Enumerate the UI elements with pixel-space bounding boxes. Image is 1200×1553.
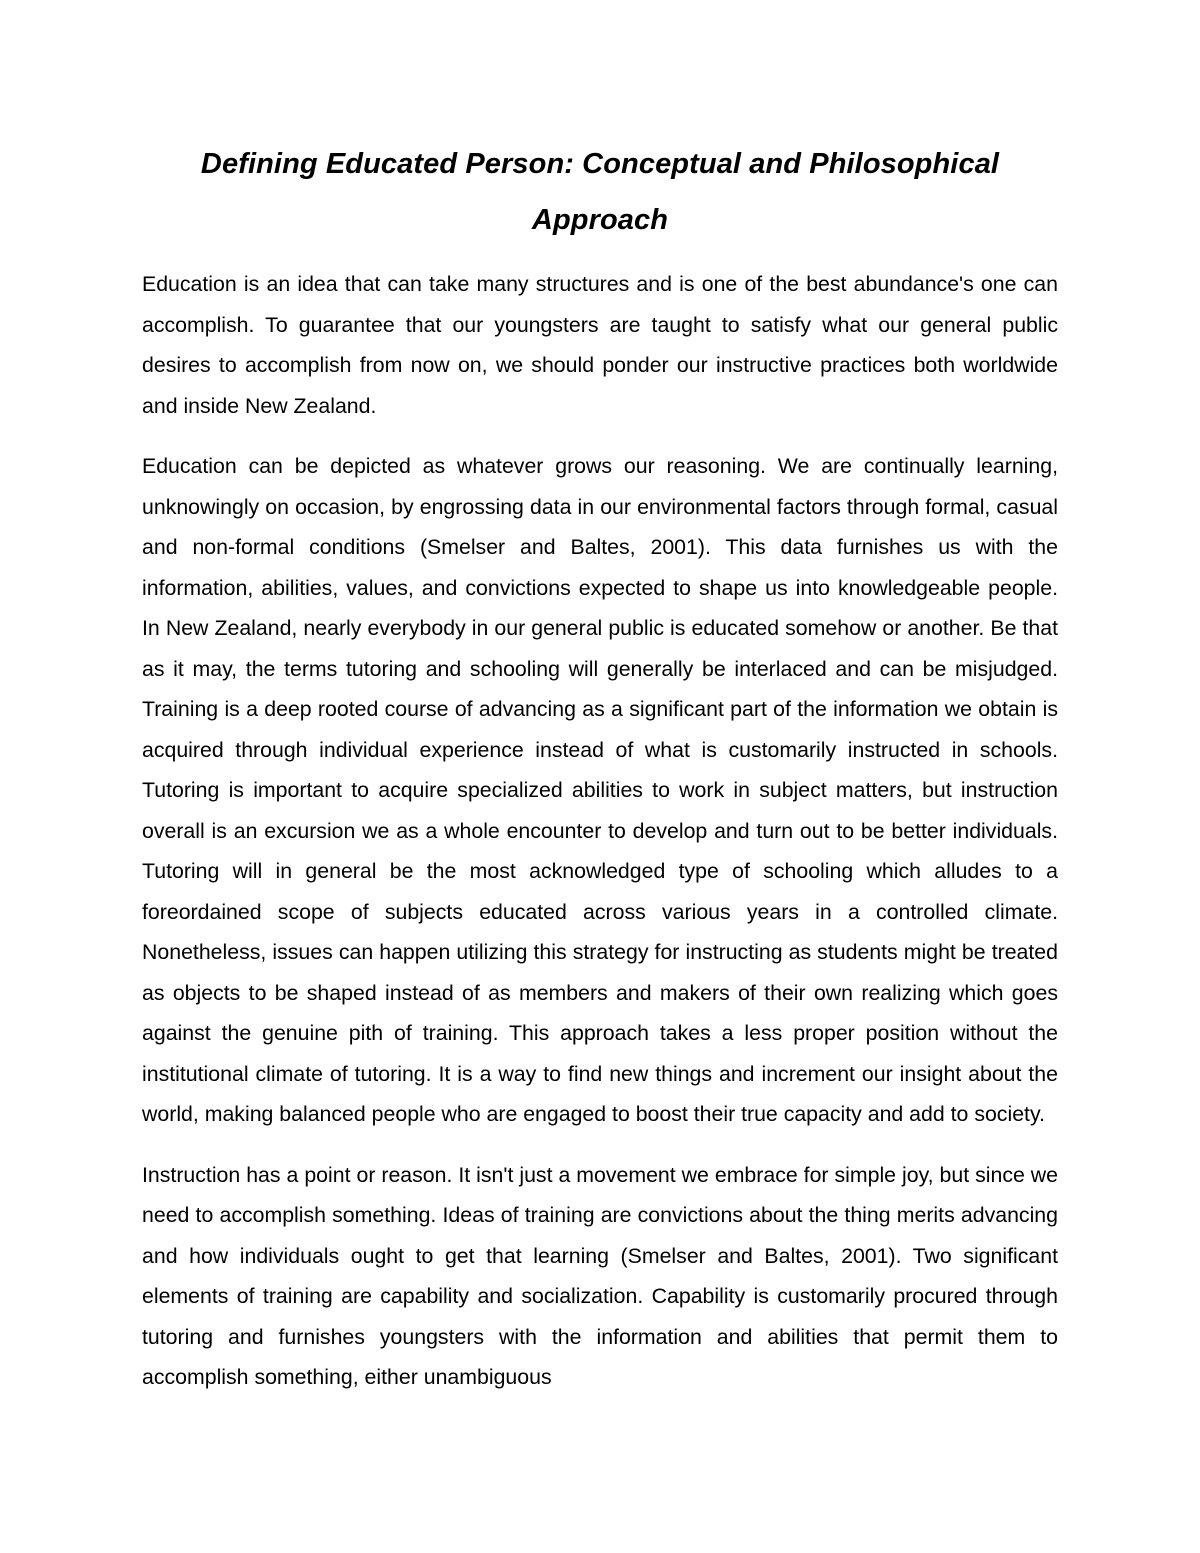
paragraph: Instruction has a point or reason. It isn't just a movement we embrace for simple joy, but since we need to accomplish something. Ideas of training are convictions about the thing merits advancing and how individuals ought to get that learning (Smelser and Baltes, 2001). Two significant elements of training are capability and socialization. Capability is customarily procured through tutoring and furnishes youngsters with the information and abilities that permit them to accomplish something, either unambiguous — [142, 1162, 1058, 1389]
document-title: Defining Educated Person: Conceptual and Philosophical Approach — [200, 148, 1000, 236]
paragraph: Education can be depicted as whatever grows our reasoning. We are continually learning, unknowingly on occasion, by engrossing data in our environmental factors through formal, casual and non-formal conditions (Smelser and Baltes, 2001). This data furnishes us with the information, abilities, values, and convictions expected to shape us into knowledgeable people. In New Zealand, nearly everybody in our general public is educated somehow or another. Be that as it may, the terms tutoring and schooling will generally be interlaced and can be misjudged. Training is a deep rooted course of advancing as a significant part of the information we obtain is acquired through individual experience instead of what is customarily instructed in schools. Tutoring is important to acquire specialized abilities to work in subject matters, but instruction overall is an excursion we as a whole encounter to develop and turn out to be better individuals. Tutoring will in general be the most acknowledged type of schooling which alludes to a foreordained scope of subjects educated across various years in a controlled climate. Nonetheless, issues can happen utilizing this strategy for instructing as students might be treated as objects to be shaped instead of as members and makers of their own realizing which goes against the genuine pith of training. This approach takes a less proper position without the institutional climate of tutoring. It is a way to find new things and increment our insight about the world, making balanced people who are engaged to boost their true capacity and add to society. — [142, 454, 1058, 1126]
paragraph: Education is an idea that can take many structures and is one of the best abundance's one can accomplish. To guarantee that our youngsters are taught to satisfy what our general public desires to accomplish from now on, we should ponder our instructive practices both worldwide and inside New Zealand. — [142, 272, 1058, 418]
document-body — [142, 264, 1058, 1418]
